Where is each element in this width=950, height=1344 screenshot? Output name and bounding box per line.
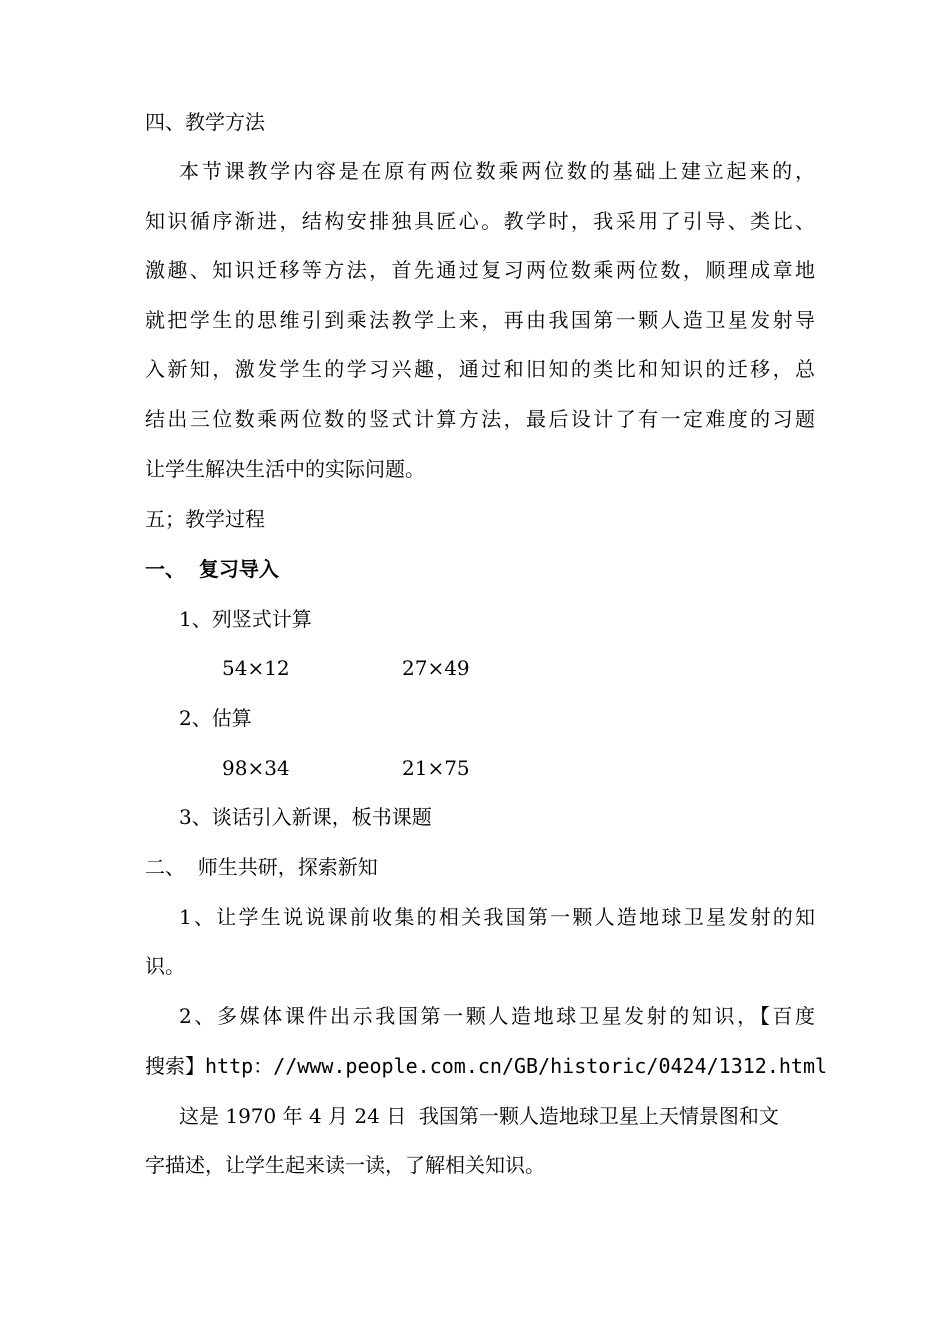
list-item: 3、谈话引入新课，板书课题 — [179, 805, 432, 829]
paragraph-line: 激趣、知识迁移等方法，首先通过复习两位数乘两位数，顺理成章地 — [145, 258, 815, 282]
paragraph-line: 2、多媒体课件出示我国第一颗人造地球卫星发射的知识，【百度 — [179, 1004, 815, 1028]
list-item: 1、列竖式计算 — [179, 607, 312, 631]
paragraph-line: 就把学生的思维引到乘法教学上来，再由我国第一颗人造卫星发射导 — [145, 308, 815, 332]
list-item: 2、估算 — [179, 706, 252, 730]
section-heading-teaching-methods: 四、教学方法 — [145, 110, 265, 134]
section-heading-teaching-process: 五；教学过程 — [145, 507, 265, 531]
search-label: 搜索】 — [145, 1054, 205, 1078]
paragraph-line: 这是 1970 年 4 月 24 日 我国第一颗人造地球卫星上天情景图和文 — [179, 1104, 779, 1128]
paragraph-line: 字描述，让学生起来读一读，了解相关知识。 — [145, 1153, 545, 1177]
paragraph-line: 结出三位数乘两位数的竖式计算方法，最后设计了有一定难度的习题 — [145, 407, 815, 431]
part-heading-review: 一、 复习导入 — [145, 557, 279, 581]
paragraph-line: 本节课教学内容是在原有两位数乘两位数的基础上建立起来的， — [179, 159, 815, 183]
paragraph-line — [145, 1052, 827, 1080]
paragraph-line: 让学生解决生活中的实际问题。 — [145, 457, 425, 481]
part-heading-explore: 二、 师生共研，探索新知 — [145, 855, 378, 879]
paragraph-line: 识。 — [145, 954, 185, 978]
calculation: 21×75 — [402, 756, 470, 780]
paragraph-line: 知识循序渐进，结构安排独具匠心。教学时，我采用了引导、类比、 — [145, 209, 815, 233]
calculation: 98×34 — [222, 756, 290, 780]
reference-url: http：//www.people.com.cn/GB/historic/0424/1312.html — [205, 1054, 828, 1078]
calculation: 54×12 — [222, 656, 290, 680]
calculation: 27×49 — [402, 656, 470, 680]
paragraph-line: 1、让学生说说课前收集的相关我国第一颗人造地球卫星发射的知 — [179, 905, 815, 929]
paragraph-line: 入新知，激发学生的学习兴趣，通过和旧知的类比和知识的迁移，总 — [145, 357, 815, 381]
